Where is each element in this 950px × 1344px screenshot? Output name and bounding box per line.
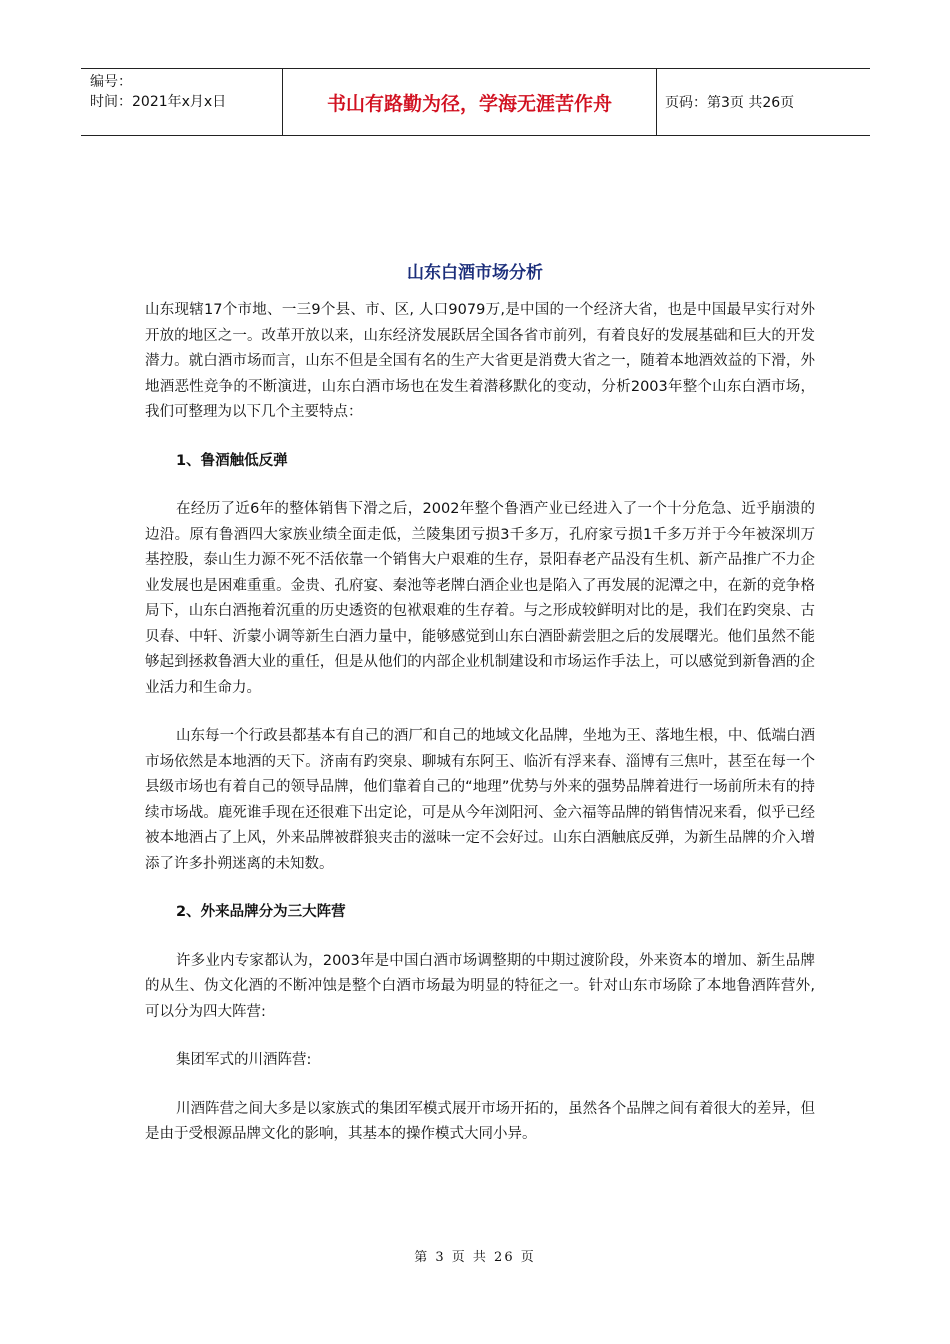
body-paragraph: 许多业内专家都认为，2003年是中国白酒市场调整期的中期过渡阶段，外来资本的增加、新生品牌的从生、伪文化酒的不断冲蚀是整个白酒市场最为明显的特征之一。针对山东市场除了本地鲁酒阵营外,可以分为四大阵营:	[145, 952, 815, 1020]
page-footer: 第 3 页 共 26 页	[414, 1250, 536, 1265]
header-page-info: 页码：第3页 共26页	[665, 95, 795, 111]
intro-paragraph: 山东现辖17个市地、一三9个县、市、区, 人口9079万,是中国的一个经济大省，也是中国最早实行对外开放的地区之一。改革开放以来，山东经济发展跃居全国各省市前列，有着良好的发展基础和巨大的开发潜力。就白酒市场而言，山东不但是全国有名的生产大省更是消费大省之一，随着本地酒效益的下滑，外地酒恶性竞争的不断演进，山东白酒市场也在发生着潜移默化的变动，分析2003年整个山东白酒市场，我们可整理为以下几个主要特点：	[145, 302, 815, 420]
number-label: 编号：	[90, 74, 132, 90]
body-paragraph: 川酒阵营之间大多是以家族式的集团军模式展开市场开拓的，虽然各个品牌之间有着很大的差异，但是由于受根源品牌文化的影响，其基本的操作模式大同小异。	[145, 1100, 815, 1142]
header-motto: 书山有路勤为径，学海无涯苦作舟	[283, 69, 657, 135]
document-body	[145, 298, 815, 1171]
subsection-label: 集团军式的川酒阵营:	[176, 1052, 312, 1068]
body-paragraph: 在经历了近6年的整体销售下滑之后，2002年整个鲁酒产业已经进入了一个十分危急、近乎崩溃的边沿。原有鲁酒四大家族业绩全面走低，兰陵集团亏损3千多万，孔府家亏损1千多万并于今年被深圳万基控股，泰山生力源不死不活依靠一个销售大户艰难的生存，景阳春老产品没有生机、新产品推广不力企业发展也是困难重重。金贵、孔府宴、秦池等老牌白酒企业也是陷入了再发展的泥潭之中，在新的竞争格局下，山东白酒拖着沉重的历史透资的包袱艰难的生存着。与之形成较鲜明对比的是，我们在趵突泉、古贝春、中轩、沂蒙小调等新生白酒力量中，能够感觉到山东白酒卧薪尝胆之后的发展曙光。他们虽然不能够起到拯救鲁酒大业的重任，但是从他们的内部企业机制建设和市场运作手法上，可以感觉到新鲁酒的企业活力和生命力。	[145, 501, 815, 696]
page-header	[81, 68, 870, 136]
date-label: 时间：2021年x月x日	[90, 94, 227, 110]
section-heading-1: 1、鲁酒触低反弹	[176, 452, 288, 469]
document-title: 山东白酒市场分析	[407, 263, 543, 283]
body-paragraph: 山东每一个行政县都基本有自己的酒厂和自己的地域文化品牌，坐地为王、落地生根，中、低端白酒市场依然是本地酒的天下。济南有趵突泉、聊城有东阿王、临沂有浮来春、淄博有三焦叶，甚至在每一个县级市场也有着自己的领导品牌，他们靠着自己的“地理”优势与外来的强势品牌着进行一场前所未有的持续市场战。鹿死谁手现在还很难下出定论，可是从今年浏阳河、金六福等品牌的销售情况来看，似乎已经被本地酒占了上风，外来品牌被群狼夹击的滋味一定不会好过。山东白酒触底反弹，为新生品牌的介入增添了许多扑朔迷离的未知数。	[145, 728, 815, 872]
header-meta	[81, 69, 283, 135]
section-heading-2: 2、外来品牌分为三大阵营	[176, 904, 346, 920]
